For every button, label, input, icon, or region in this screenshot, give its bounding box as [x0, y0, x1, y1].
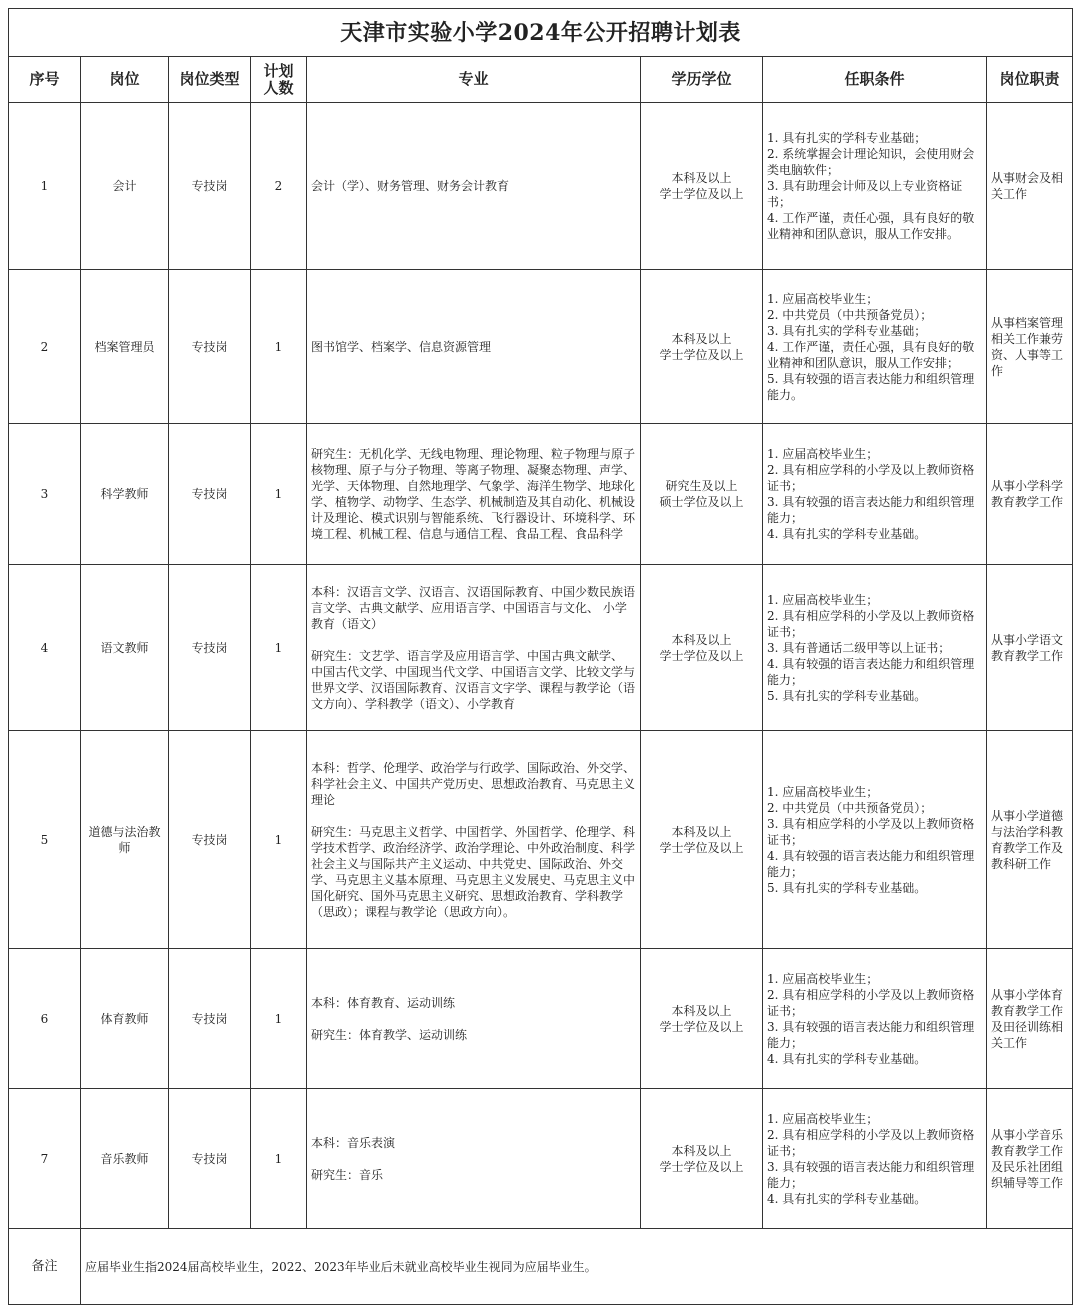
major-paragraph: 研究生：无机化学、无线电物理、理论物理、粒子物理与原子核物理、原子与分子物理、等离子物理、凝聚态物理、声学、光学、天体物理、自然地理学、气象学、海洋生物学、地球化学、植物学、动物学、生态学、机械制造及其自动化、机械设计及理论、模式识别与智能系统、飞行器设计、环境科学、环境工程、机械工程、信息与通信工程、食品工程、食品科学: [311, 447, 636, 541]
cell-requirements: [763, 565, 987, 731]
cell-major: [307, 103, 641, 270]
requirement-item: 3. 具有扎实的学科专业基础；: [767, 323, 927, 338]
cell-requirements: [763, 424, 987, 565]
degree-line: 本科及以上: [671, 824, 732, 839]
requirement-item: 3. 具有较强的语言表达能力和组织管理能力；: [767, 1019, 975, 1050]
degree-line: 本科及以上: [671, 1143, 732, 1158]
requirement-item: 1. 应届高校毕业生；: [767, 447, 879, 461]
cell-major: [307, 565, 641, 731]
note-label: 备注: [9, 1229, 81, 1305]
cell-major: [307, 424, 641, 565]
cell-position: 体育教师: [81, 949, 169, 1089]
header-duties: 岗位职责: [987, 57, 1073, 103]
requirement-item: 4. 具有扎实的学科专业基础。: [767, 1191, 927, 1206]
cell-position: 档案管理员: [81, 270, 169, 424]
cell-seq: 6: [9, 949, 81, 1089]
cell-type: 专技岗: [169, 949, 251, 1089]
requirement-item: 1. 具有扎实的学科专业基础；: [767, 131, 927, 145]
cell-duties: 从事财会及相关工作: [987, 103, 1073, 270]
table-row: [9, 103, 1073, 270]
major-paragraph: 本科：哲学、伦理学、政治学与行政学、国际政治、外交学、科学社会主义、中国共产党历史、思想政治教育、马克思主义理论: [311, 760, 636, 807]
header-degree: 学历学位: [641, 57, 763, 103]
cell-type: 专技岗: [169, 731, 251, 949]
degree-line: 硕士学位及以上: [659, 495, 744, 509]
cell-major: [307, 270, 641, 424]
cell-type: 专技岗: [169, 565, 251, 731]
requirement-item: 1. 应届高校毕业生；: [767, 784, 879, 799]
major-paragraph: 研究生：音乐: [311, 1167, 384, 1182]
table-row: [9, 731, 1073, 949]
cell-type: 专技岗: [169, 424, 251, 565]
paragraph-gap: [311, 808, 636, 824]
requirement-item: 1. 应届高校毕业生；: [767, 291, 879, 306]
cell-requirements: [763, 731, 987, 949]
requirement-item: 5. 具有较强的语言表达能力和组织管理能力。: [767, 371, 975, 402]
table-row: [9, 270, 1073, 424]
recruitment-plan-table: [8, 8, 1073, 1305]
requirement-item: 4. 具有扎实的学科专业基础。: [767, 527, 927, 541]
table-row: [9, 565, 1073, 731]
requirement-item: 5. 具有扎实的学科专业基础。: [767, 880, 927, 895]
requirement-item: 2. 中共党员（中共预备党员）；: [767, 800, 933, 815]
degree-line: 本科及以上: [671, 1003, 732, 1018]
major-paragraph: 图书馆学、档案学、信息资源管理: [311, 339, 492, 354]
requirement-item: 3. 具有相应学科的小学及以上教师资格证书；: [767, 816, 975, 847]
degree-line: 学士学位及以上: [659, 1159, 744, 1174]
recruitment-plan-document: [8, 8, 1072, 1305]
header-major: 专业: [307, 57, 641, 103]
cell-seq: 4: [9, 565, 81, 731]
degree-line: 学士学位及以上: [659, 840, 744, 855]
cell-degree: [641, 949, 763, 1089]
requirement-item: 5. 具有扎实的学科专业基础。: [767, 688, 927, 703]
cell-seq: 2: [9, 270, 81, 424]
cell-major: [307, 731, 641, 949]
requirement-item: 1. 应届高校毕业生；: [767, 1111, 879, 1126]
requirement-item: 3. 具有较强的语言表达能力和组织管理能力；: [767, 495, 975, 525]
degree-line: 本科及以上: [671, 171, 732, 185]
cell-seq: 5: [9, 731, 81, 949]
header-count-line1: 计划: [263, 61, 294, 80]
cell-count: 2: [251, 103, 307, 270]
requirement-item: 2. 中共党员（中共预备党员）；: [767, 307, 933, 322]
page-title: 天津市实验小学2024年公开招聘计划表: [9, 9, 1073, 57]
major-paragraph: 研究生：体育教学、运动训练: [311, 1027, 468, 1042]
cell-degree: [641, 731, 763, 949]
requirement-item: 2. 具有相应学科的小学及以上教师资格证书；: [767, 987, 975, 1018]
requirement-item: 4. 具有较强的语言表达能力和组织管理能力；: [767, 656, 975, 687]
requirement-item: 4. 具有扎实的学科专业基础。: [767, 1051, 927, 1066]
cell-position: 音乐教师: [81, 1089, 169, 1229]
paragraph-gap: [311, 1011, 636, 1027]
paragraph-gap: [311, 1151, 636, 1167]
header-seq: 序号: [9, 57, 81, 103]
header-position: 岗位: [81, 57, 169, 103]
paragraph-gap: [311, 632, 636, 648]
cell-duties: 从事档案管理相关工作兼劳资、人事等工作: [987, 270, 1073, 424]
major-paragraph: 会计（学）、财务管理、财务会计教育: [311, 179, 510, 193]
table-row: [9, 424, 1073, 565]
requirement-item: 2. 具有相应学科的小学及以上教师资格证书；: [767, 1127, 975, 1158]
major-paragraph: 研究生：文艺学、语言学及应用语言学、中国古典文献学、 中国古代文学、中国现当代文学、中国语言文学、比较文学与世界文学、汉语国际教育、汉语言文字学、课程与教学论（语文方向）、学科教学（语文）、小学教育: [311, 648, 636, 711]
major-paragraph: 本科：汉语言文学、汉语言、汉语国际教育、中国少数民族语言文学、古典文献学、应用语言学、中国语言与文化、 小学教育（语文）: [311, 584, 636, 631]
major-paragraph: 本科：音乐表演: [311, 1135, 396, 1150]
major-paragraph: 本科：体育教育、运动训练: [311, 995, 456, 1010]
cell-count: 1: [251, 1089, 307, 1229]
table-row: [9, 949, 1073, 1089]
cell-degree: [641, 1089, 763, 1229]
major-paragraph: 研究生：马克思主义哲学、中国哲学、外国哲学、伦理学、科学技术哲学、政治经济学、政治学理论、中外政治制度、科学社会主义与国际共产主义运动、中共党史、国际政治、外交学、马克思主义基本原理、马克思主义发展史、马克思主义中国化研究、国外马克思主义研究、思想政治教育、学科教学（思政）；课程与教学论（思政方向）。: [311, 824, 636, 919]
cell-major: [307, 949, 641, 1089]
header-count: [251, 57, 307, 103]
requirement-item: 2. 系统掌握会计理论知识，会使用财会类电脑软件；: [767, 147, 975, 177]
cell-duties: 从事小学道德与法治学科教育教学工作及教科研工作: [987, 731, 1073, 949]
header-requirements: 任职条件: [763, 57, 987, 103]
requirement-item: 4. 工作严谨，责任心强，具有良好的敬业精神和团队意识，服从工作安排。: [767, 211, 975, 241]
cell-count: 1: [251, 949, 307, 1089]
cell-position: 科学教师: [81, 424, 169, 565]
requirement-item: 3. 具有较强的语言表达能力和组织管理能力；: [767, 1159, 975, 1190]
cell-type: 专技岗: [169, 103, 251, 270]
table-row: [9, 1089, 1073, 1229]
cell-duties: 从事小学音乐教育教学工作及民乐社团组织辅导等工作: [987, 1089, 1073, 1229]
note-text: 应届毕业生指2024届高校毕业生，2022、2023年毕业后未就业高校毕业生视同为应届毕业生。: [81, 1229, 1073, 1305]
cell-duties: 从事小学语文教育教学工作: [987, 565, 1073, 731]
cell-count: 1: [251, 731, 307, 949]
cell-requirements: [763, 1089, 987, 1229]
cell-seq: 1: [9, 103, 81, 270]
cell-degree: [641, 424, 763, 565]
requirement-item: 2. 具有相应学科的小学及以上教师资格证书；: [767, 463, 975, 493]
cell-degree: [641, 270, 763, 424]
degree-line: 学士学位及以上: [659, 1019, 744, 1034]
header-type: 岗位类型: [169, 57, 251, 103]
cell-seq: 7: [9, 1089, 81, 1229]
title-row: [9, 9, 1073, 57]
cell-duties: 从事小学科学教育教学工作: [987, 424, 1073, 565]
header-row: [9, 57, 1073, 103]
header-count-line2: 人数: [263, 78, 294, 97]
requirement-item: 1. 应届高校毕业生；: [767, 592, 879, 607]
cell-requirements: [763, 270, 987, 424]
requirement-item: 3. 具有普通话二级甲等以上证书；: [767, 640, 951, 655]
requirement-item: 1. 应届高校毕业生；: [767, 971, 879, 986]
requirement-item: 2. 具有相应学科的小学及以上教师资格证书；: [767, 608, 975, 639]
requirement-item: 4. 工作严谨，责任心强，具有良好的敬业精神和团队意识，服从工作安排；: [767, 339, 975, 370]
degree-line: 本科及以上: [671, 632, 732, 647]
requirement-item: 3. 具有助理会计师及以上专业资格证书；: [767, 179, 963, 209]
degree-line: 学士学位及以上: [659, 187, 744, 201]
cell-requirements: [763, 103, 987, 270]
degree-line: 研究生及以上: [665, 479, 738, 493]
cell-type: 专技岗: [169, 1089, 251, 1229]
cell-count: 1: [251, 565, 307, 731]
requirement-item: 4. 具有较强的语言表达能力和组织管理能力；: [767, 848, 975, 879]
degree-line: 学士学位及以上: [659, 648, 744, 663]
cell-major: [307, 1089, 641, 1229]
cell-duties: 从事小学体育教育教学工作及田径训练相关工作: [987, 949, 1073, 1089]
degree-line: 学士学位及以上: [659, 347, 744, 362]
degree-line: 本科及以上: [671, 331, 732, 346]
cell-seq: 3: [9, 424, 81, 565]
cell-type: 专技岗: [169, 270, 251, 424]
cell-degree: [641, 103, 763, 270]
cell-count: 1: [251, 270, 307, 424]
cell-degree: [641, 565, 763, 731]
cell-count: 1: [251, 424, 307, 565]
cell-position: 道德与法治教师: [81, 731, 169, 949]
cell-position: 语文教师: [81, 565, 169, 731]
cell-position: 会计: [81, 103, 169, 270]
cell-requirements: [763, 949, 987, 1089]
note-row: [9, 1229, 1073, 1305]
